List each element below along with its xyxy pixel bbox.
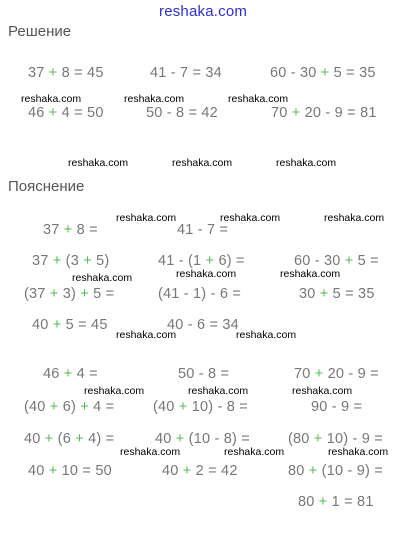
solution-eq-2: 41 - 7 = 34 [150, 65, 222, 81]
solution-heading: Решение [8, 23, 72, 40]
explanation-eq: (41 - 1) - 6 = [158, 286, 241, 302]
solution-eq-1: 37 + 8 = 45 [28, 65, 104, 81]
watermark: reshaka.com [72, 272, 133, 284]
watermark: reshaka.com [116, 212, 177, 224]
watermark: reshaka.com [124, 93, 185, 105]
explanation-eq: 60 - 30 + 5 = [294, 253, 379, 269]
site-logo[interactable]: reshaka.com [159, 3, 248, 20]
explanation-eq: 50 - 8 = [178, 366, 230, 382]
explanation-eq: 40 + (10 - 8) = [155, 431, 250, 447]
watermark: reshaka.com [276, 157, 337, 169]
watermark: reshaka.com [224, 446, 285, 458]
explanation-eq: 80 + (10 - 9) = [288, 463, 383, 479]
explanation-eq: 37 + (3 + 5) [32, 253, 110, 269]
explanation-eq: 80 + 1 = 81 [298, 494, 374, 510]
explanation-heading: Пояснение [8, 178, 85, 195]
explanation-eq: 70 + 20 - 9 = [294, 366, 379, 382]
explanation-eq: 40 + 5 = 45 [32, 317, 108, 333]
explanation-eq: 41 - 7 = [177, 222, 229, 238]
watermark: reshaka.com [120, 446, 181, 458]
explanation-eq: (40 + 6) + 4 = [24, 399, 115, 415]
watermark: reshaka.com [21, 93, 82, 105]
explanation-eq: (40 + 10) - 8 = [153, 399, 248, 415]
explanation-eq: 41 - (1 + 6) = [158, 253, 245, 269]
watermark: reshaka.com [188, 385, 249, 397]
watermark: reshaka.com [68, 157, 129, 169]
solution-eq-3: 60 - 30 + 5 = 35 [270, 65, 376, 81]
explanation-eq: 46 + 4 = [43, 366, 98, 382]
watermark: reshaka.com [228, 93, 289, 105]
watermark: reshaka.com [292, 385, 353, 397]
explanation-eq: 30 + 5 = 35 [299, 286, 375, 302]
solution-eq-5: 50 - 8 = 42 [146, 105, 218, 121]
explanation-eq: 40 - 6 = 34 [167, 317, 239, 333]
watermark: reshaka.com [236, 329, 297, 341]
watermark: reshaka.com [280, 268, 341, 280]
explanation-eq: (37 + 3) + 5 = [24, 286, 115, 302]
explanation-eq: (80 + 10) - 9 = [288, 431, 383, 447]
solution-eq-6: 70 + 20 - 9 = 81 [271, 105, 377, 121]
solution-eq-4: 46 + 4 = 50 [28, 105, 104, 121]
explanation-eq: 40 + 10 = 50 [28, 463, 112, 479]
explanation-eq: 90 - 9 = [311, 399, 363, 415]
explanation-eq: 40 + (6 + 4) = [24, 431, 115, 447]
explanation-eq: 40 + 2 = 42 [162, 463, 238, 479]
watermark: reshaka.com [328, 446, 389, 458]
watermark: reshaka.com [176, 268, 237, 280]
watermark: reshaka.com [172, 157, 233, 169]
watermark: reshaka.com [84, 385, 145, 397]
watermark: reshaka.com [116, 329, 177, 341]
explanation-eq: 37 + 8 = [43, 222, 98, 238]
watermark: reshaka.com [220, 212, 281, 224]
watermark: reshaka.com [324, 212, 385, 224]
